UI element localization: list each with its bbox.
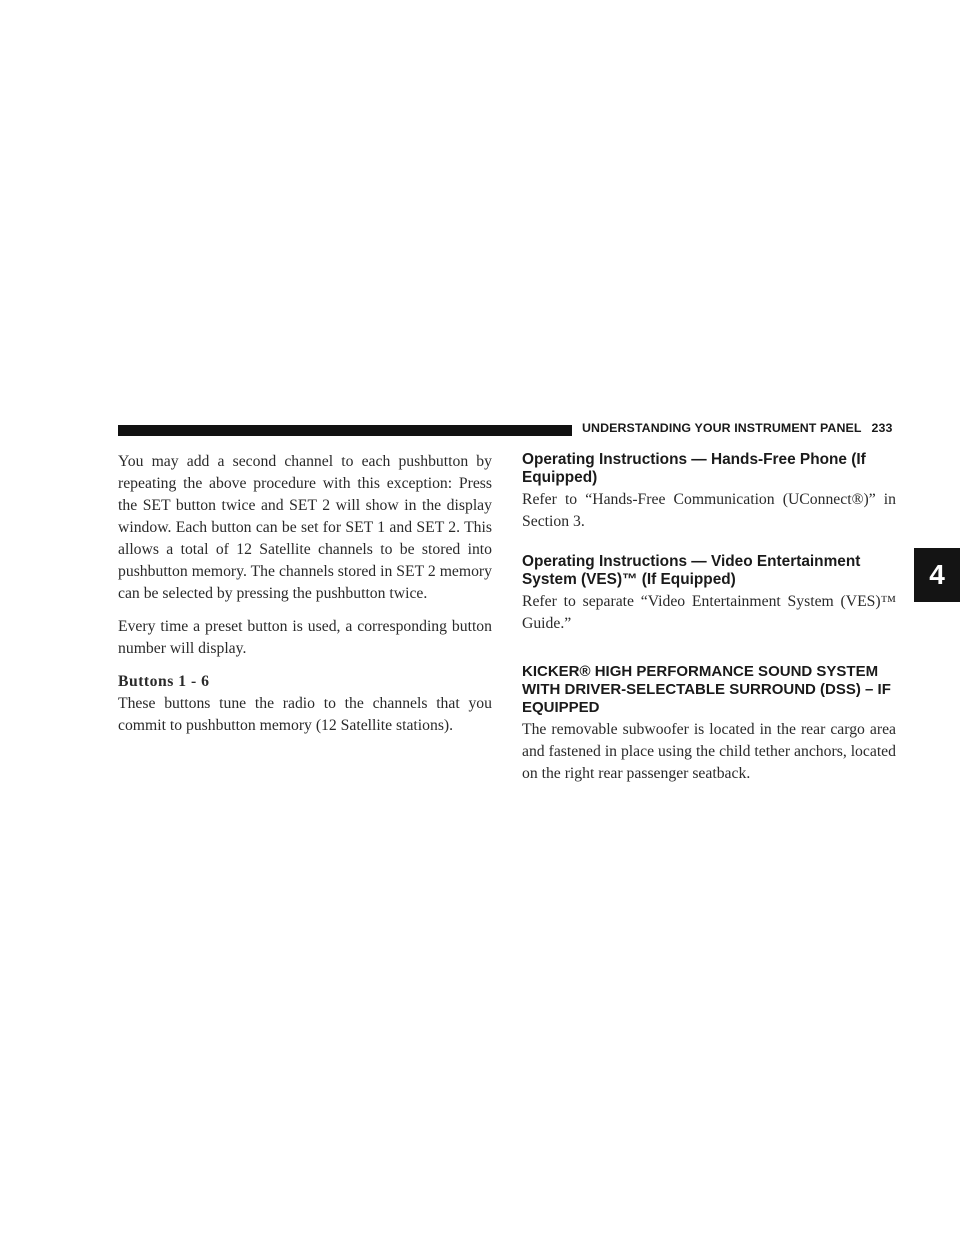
running-header — [582, 421, 912, 435]
body-paragraph: These buttons tune the radio to the channels that you commit to pushbutton memory (12 Satellite stations). — [118, 695, 492, 734]
left-column — [118, 451, 492, 748]
section-heading-hands-free: Operating Instructions — Hands-Free Phone (If Equipped) — [522, 451, 866, 486]
body-paragraph: Refer to “Hands-Free Communication (UConnect®)” in Section 3. — [522, 491, 896, 530]
section-title: UNDERSTANDING YOUR INSTRUMENT PANEL — [582, 421, 862, 435]
section-heading-video: Operating Instructions — Video Entertainment System (VES)™ (If Equipped) — [522, 553, 861, 588]
body-paragraph: The removable subwoofer is located in the rear cargo area and fastened in place using the child tether anchors, located on the right rear passenger seatback. — [522, 721, 896, 782]
section-heading-kicker: KICKER® HIGH PERFORMANCE SOUND SYSTEM WITH DRIVER-SELECTABLE SURROUND (DSS) – IF EQUIPPED — [522, 663, 891, 716]
body-paragraph: Refer to separate “Video Entertainment System (VES)™ Guide.” — [522, 593, 896, 632]
body-paragraph: Every time a preset button is used, a corresponding button number will display. — [118, 618, 492, 657]
right-column — [522, 451, 896, 796]
chapter-tab: 4 — [914, 548, 960, 602]
body-paragraph: You may add a second channel to each pushbutton by repeating the above procedure with this exception: Press the SET button twice and SET 2 will show in the display window. Each button can be set for SET 1 and SET 2. This allows a total of 12 Satellite channels to be stored into pushbutton memory. The channels stored in SET 2 memory can be selected by pressing the pushbutton twice. — [118, 453, 492, 602]
header-rule — [118, 425, 572, 436]
subheading-buttons: Buttons 1 - 6 — [118, 673, 210, 690]
page-number: 233 — [871, 421, 893, 435]
